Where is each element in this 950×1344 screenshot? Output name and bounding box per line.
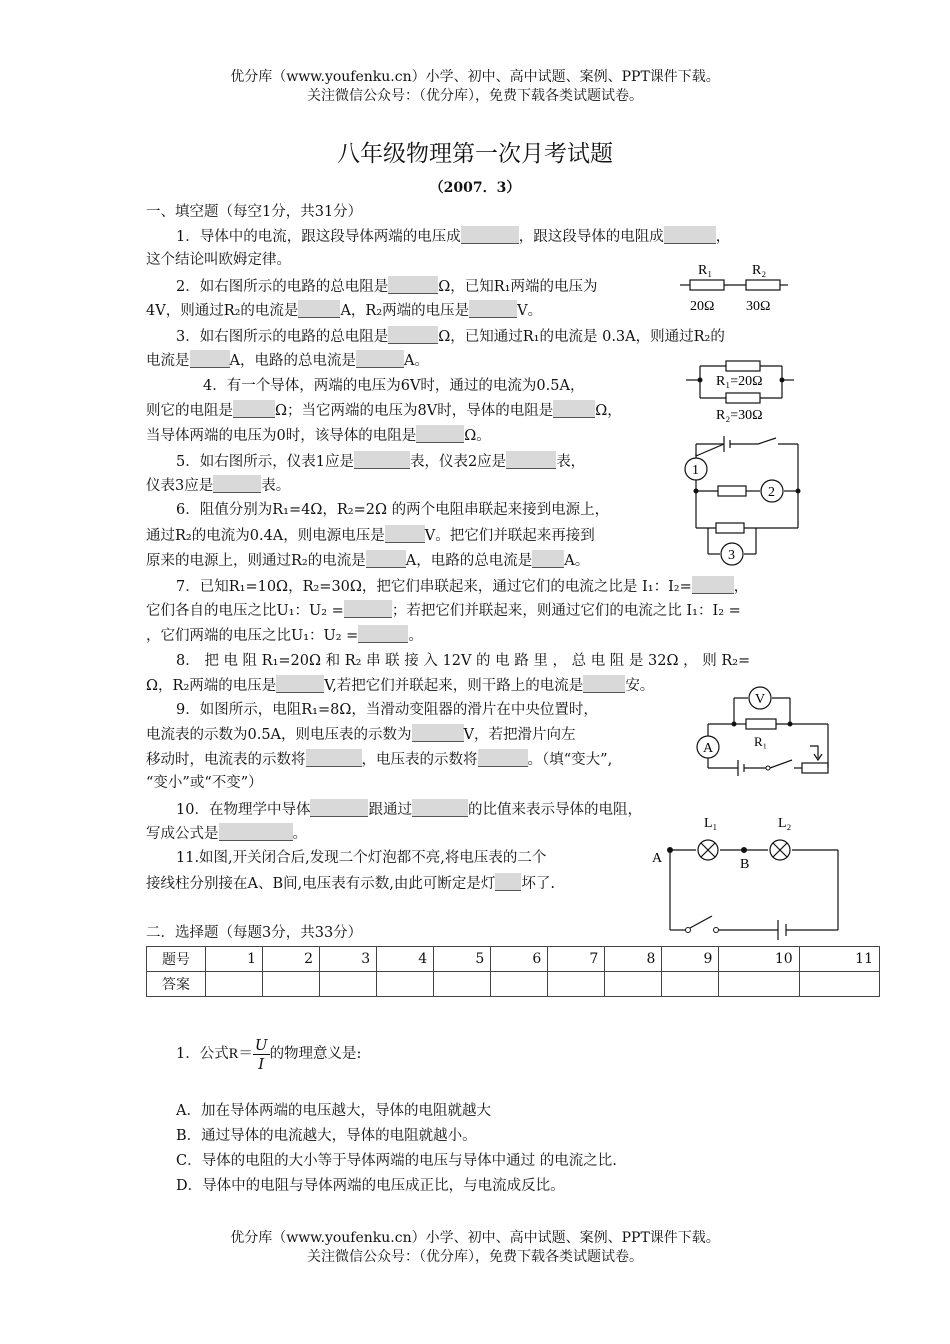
r2-label: R₂ xyxy=(752,263,767,278)
answer-blank[interactable] xyxy=(385,525,425,543)
answer-cell[interactable] xyxy=(434,972,491,997)
table-header-label: 题号 xyxy=(147,947,206,972)
q7-line1: 7．已知R₁=10Ω，R₂=30Ω，把它们串联起来，通过它们的电流之比是 I₁：I₂= ， xyxy=(176,576,748,597)
answer-blank[interactable] xyxy=(583,675,625,693)
r2-label: R₂=30Ω xyxy=(716,408,763,423)
r1-value: 20Ω xyxy=(690,299,715,314)
point-a-dot xyxy=(667,847,673,853)
answer-cell[interactable] xyxy=(320,972,377,997)
meter-circuit-figure xyxy=(684,436,804,571)
svg-text:2: 2 xyxy=(768,485,775,500)
answer-blank[interactable] xyxy=(190,350,230,368)
answer-blank[interactable] xyxy=(366,550,406,568)
q1-line2: 这个结论叫欧姆定律。 xyxy=(146,252,291,268)
answer-cell[interactable] xyxy=(799,972,879,997)
question-number-cell: 11 xyxy=(799,947,879,972)
answer-blank[interactable] xyxy=(553,400,595,418)
answer-blank[interactable] xyxy=(219,823,293,841)
series-circuit-figure xyxy=(680,258,790,318)
question-number-cell: 3 xyxy=(320,947,377,972)
answer-blank[interactable] xyxy=(356,350,404,368)
question-number-cell: 2 xyxy=(263,947,320,972)
answer-cell[interactable] xyxy=(491,972,548,997)
answer-blank[interactable] xyxy=(233,400,275,418)
footer-line-2: 关注微信公众号：（优分库），免费下载各类试题试卷。 xyxy=(307,1249,643,1265)
rheostat-circuit-figure xyxy=(694,684,834,784)
q7-line2: 它们各自的电压之比U₁：U₂ = ；若把它们并联起来，则通过它们的电流之比 I₁：I₂ = xyxy=(146,600,741,621)
answer-blank[interactable] xyxy=(276,675,324,693)
answer-blank[interactable] xyxy=(358,625,408,643)
header-line-1: 优分库（www.youfenku.cn）小学、初中、高中试题、案例、PPT课件下载。 xyxy=(230,69,720,85)
q2-line1: 2．如右图所示的电路的总电阻是 Ω，已知R₁两端的电压为 xyxy=(176,276,598,297)
q4-line1: 4．有一个导体，两端的电压为6V时，通过的电流为0.5A， xyxy=(203,378,585,394)
q11-line2: 接线柱分别接在A、B间,电压表有示数,由此可断定是灯 坏了. xyxy=(146,873,555,894)
q4-line2: 则它的电阻是 Ω；当它两端的电压为8V时，导体的电阻是 Ω， xyxy=(146,400,622,421)
l1-label: L₁ xyxy=(704,816,718,831)
answer-cell[interactable] xyxy=(719,972,799,997)
question-number-cell: 1 xyxy=(206,947,263,972)
lamp-circuit-figure xyxy=(650,812,845,944)
q9-line3: 移动时，电流表的示数将 ，电压表的示数将 。（填“变大”, xyxy=(146,749,612,770)
mc-q1-stem: 1．公式R＝ $\frac{U}{I}$ 的物理意义是: xyxy=(176,1035,362,1073)
q8-line1: 8． 把 电 阻 R₁=20Ω 和 R₂ 串 联 接 入 12V 的 电 路 里 ， 总 电 阻 是 32Ω ， 则 R₂= xyxy=(176,653,751,669)
junction-dot xyxy=(732,722,737,727)
question-number-cell: 4 xyxy=(377,947,434,972)
q11-line1: 11.如图,开关闭合后,发现二个灯泡都不亮,将电压表的二个 xyxy=(176,850,547,866)
r1-label: R₁=20Ω xyxy=(716,374,763,389)
question-number-cell: 9 xyxy=(662,947,719,972)
answer-blank[interactable] xyxy=(412,724,464,742)
lamp-l1 xyxy=(698,840,718,860)
svg-text:1: 1 xyxy=(692,463,699,478)
table-row xyxy=(147,972,880,997)
r1-label: R₁ xyxy=(698,263,713,278)
q8-line2: Ω，R₂两端的电压是 V,若把它们并联起来，则干路上的电流是 安。 xyxy=(146,675,654,696)
q5-line1: 5．如右图所示，仪表1应是 表，仪表2应是 表， xyxy=(176,451,585,472)
answer-blank[interactable] xyxy=(388,276,438,294)
q9-line4: “变小”或“不变”） xyxy=(146,775,263,791)
section1-heading: 一、填空题（每空1分，共31分） xyxy=(146,204,363,220)
answer-blank[interactable] xyxy=(213,475,261,493)
answer-blank[interactable] xyxy=(506,451,556,469)
junction-dot xyxy=(780,378,785,383)
q10-line1: 10．在物理学中导体 跟通过 的比值来表示导体的电阻， xyxy=(176,799,642,820)
point-a-label: A xyxy=(652,851,663,866)
answer-blank[interactable] xyxy=(412,799,468,817)
mc-q1-option-b[interactable]: B．通过导体的电流越大，导体的电阻就越小。 xyxy=(176,1128,477,1144)
answer-blank[interactable] xyxy=(532,550,564,568)
svg-text:A: A xyxy=(703,741,714,756)
answer-cell[interactable] xyxy=(662,972,719,997)
formula-fraction: $\frac{U}{I}$ xyxy=(254,1035,268,1073)
answer-blank[interactable] xyxy=(416,425,464,443)
answer-blank[interactable] xyxy=(469,300,517,318)
answer-blank[interactable] xyxy=(692,576,734,594)
answer-blank[interactable] xyxy=(310,799,368,817)
answer-blank[interactable] xyxy=(298,300,340,318)
q9-line1: 9．如图所示，电阻R₁=8Ω，当滑动变阻器的滑片在中央位置时， xyxy=(176,702,598,718)
svg-text:3: 3 xyxy=(728,548,735,563)
q3-line2: 电流是 A，电路的总电流是 A。 xyxy=(146,350,429,371)
answer-blank[interactable] xyxy=(388,326,438,344)
answer-cell[interactable] xyxy=(605,972,662,997)
mc-q1-option-d[interactable]: D．导体中的电阻与导体两端的电压成正比，与电流成反比。 xyxy=(176,1178,565,1194)
r2-value: 30Ω xyxy=(746,299,771,314)
point-b-label: B xyxy=(740,857,750,872)
q6-line1: 6．阻值分别为R₁=4Ω，R₂=2Ω 的两个电阻串联起来接到电源上， xyxy=(176,502,610,518)
q10-line2: 写成公式是 。 xyxy=(146,823,307,844)
header-line-2: 关注微信公众号：（优分库），免费下载各类试题试卷。 xyxy=(307,88,643,104)
q4-line3: 当导体两端的电压为0时，该导体的电阻是 Ω。 xyxy=(146,425,491,446)
table-answer-label: 答案 xyxy=(147,972,206,997)
question-number-cell: 7 xyxy=(548,947,605,972)
table-row xyxy=(147,947,880,972)
question-number-cell: 10 xyxy=(719,947,799,972)
switch-contact xyxy=(766,766,770,770)
q5-line2: 仪表3应是 表。 xyxy=(146,475,290,496)
junction-dot xyxy=(796,489,801,494)
answer-blank[interactable] xyxy=(664,226,716,244)
switch-contact xyxy=(714,928,719,933)
answer-blank[interactable] xyxy=(354,451,410,469)
junction-dot xyxy=(694,489,699,494)
question-number-cell: 5 xyxy=(434,947,491,972)
answer-cell[interactable] xyxy=(263,972,320,997)
answer-table xyxy=(146,946,880,997)
parallel-circuit-figure xyxy=(686,356,796,426)
svg-text:V: V xyxy=(755,692,766,707)
exam-date: （2007．3） xyxy=(429,180,521,196)
footer-line-1: 优分库（www.youfenku.cn）小学、初中、高中试题、案例、PPT课件下载。 xyxy=(230,1230,720,1246)
answer-blank[interactable] xyxy=(306,749,362,767)
r1-label: R₁ xyxy=(754,734,768,749)
answer-cell[interactable] xyxy=(206,972,263,997)
point-b-dot xyxy=(741,847,747,853)
section2-heading: 二．选择题（每题3分，共33分） xyxy=(146,925,363,941)
answer-blank[interactable] xyxy=(344,600,392,618)
q2-line2: 4V，则通过R₂的电流是 A，R₂两端的电压是 V。 xyxy=(146,300,542,321)
junction-dot xyxy=(788,722,793,727)
lamp-l2 xyxy=(770,840,790,860)
q3-line1: 3．如右图所示的电路的总电阻是 Ω，已知通过R₁的电流是 0.3A，则通过R₂的 xyxy=(176,326,725,347)
answer-blank[interactable] xyxy=(478,749,528,767)
q1-line1: 1．导体中的电流，跟这段导体两端的电压成 ，跟这段导体的电阻成 ， xyxy=(176,226,730,247)
answer-cell[interactable] xyxy=(377,972,434,997)
answer-cell[interactable] xyxy=(548,972,605,997)
q6-line3: 原来的电源上，则通过R₂的电流是 A，电路的总电流是 A。 xyxy=(146,550,589,571)
mc-q1-option-a[interactable]: A．加在导体两端的电压越大，导体的电阻就越大 xyxy=(176,1103,491,1119)
mc-q1-option-c[interactable]: C．导体的电阻的大小等于导体两端的电压与导体中通过 的电流之比. xyxy=(176,1153,617,1169)
l2-label: L₂ xyxy=(778,816,792,831)
page-title: 八年级物理第一次月考试题 xyxy=(337,141,613,167)
junction-dot xyxy=(698,378,703,383)
question-number-cell: 6 xyxy=(491,947,548,972)
q6-line2: 通过R₂的电流为0.4A，则电源电压是 V。把它们并联起来再接到 xyxy=(146,525,595,546)
switch-contact xyxy=(686,928,691,933)
q9-line2: 电流表的示数为0.5A，则电压表的示数为 V，若把滑片向左 xyxy=(146,724,576,745)
answer-blank[interactable] xyxy=(495,873,521,891)
answer-blank[interactable] xyxy=(461,226,519,244)
q7-line3: ，它们两端的电压之比U₁：U₂ = 。 xyxy=(146,625,423,646)
question-number-cell: 8 xyxy=(605,947,662,972)
